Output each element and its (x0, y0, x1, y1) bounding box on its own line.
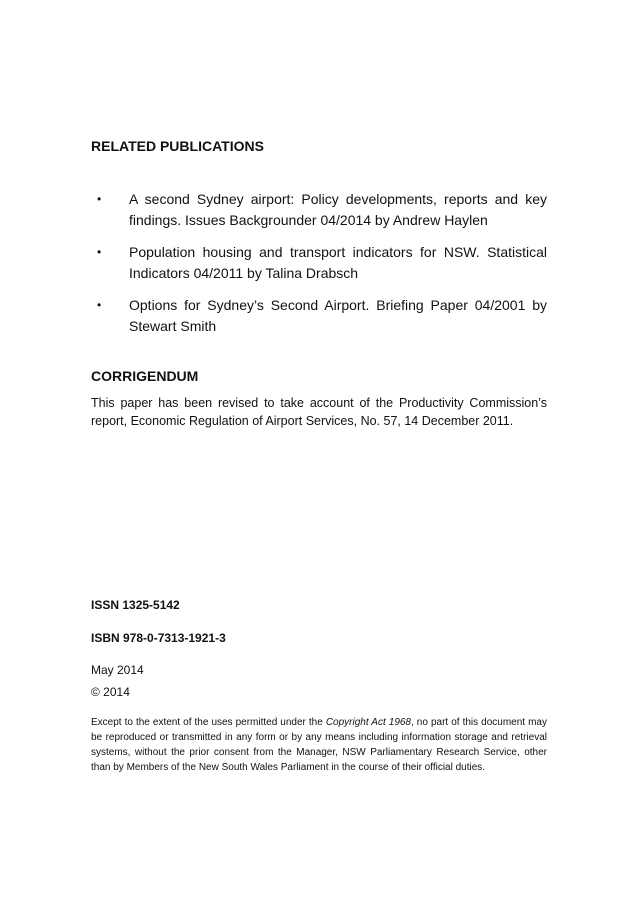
corrigendum-text: This paper has been revised to take account of the Productivity Commission’s report, Economic Regulation of Airport Services, No. 57, 14 December 2011. (91, 396, 547, 428)
bullet-icon: • (97, 245, 102, 259)
bullet-icon: • (97, 298, 102, 312)
copyright-notice-text: Except to the extent of the uses permitted under the (91, 717, 326, 728)
bullet-icon: • (97, 192, 102, 206)
related-publications-heading: RELATED PUBLICATIONS (91, 138, 264, 154)
list-item (91, 189, 547, 231)
publication-text: Options for Sydney’s Second Airport. Briefing Paper 04/2001 by Stewart Smith (129, 297, 547, 334)
copyright-act-name: Copyright Act 1968 (325, 717, 411, 728)
copyright-year: © 2014 (91, 685, 130, 699)
isbn-number: ISBN 978-0-7313-1921-3 (91, 631, 226, 645)
issn-number: ISSN 1325-5142 (91, 598, 180, 612)
related-publications-list (91, 189, 547, 348)
copyright-notice-text: , no part of this document may be reproduced or transmitted in any form or by any means including information storage and retrieval systems, without the prior consent from the Manager, NSW Parliamentary Research Service, other than by Members of the New South Wales Parliament in the course of their official duties. (91, 717, 547, 773)
list-item (91, 242, 547, 284)
publication-date: May 2014 (91, 663, 144, 677)
list-item (91, 295, 547, 337)
publication-text: Population housing and transport indicators for NSW. Statistical Indicators 04/2011 by Talina Drabsch (129, 244, 547, 281)
publication-text: A second Sydney airport: Policy developments, reports and key findings. Issues Backgrounder 04/2014 by Andrew Haylen (129, 191, 547, 228)
copyright-notice (91, 715, 547, 775)
corrigendum-heading: CORRIGENDUM (91, 368, 199, 384)
